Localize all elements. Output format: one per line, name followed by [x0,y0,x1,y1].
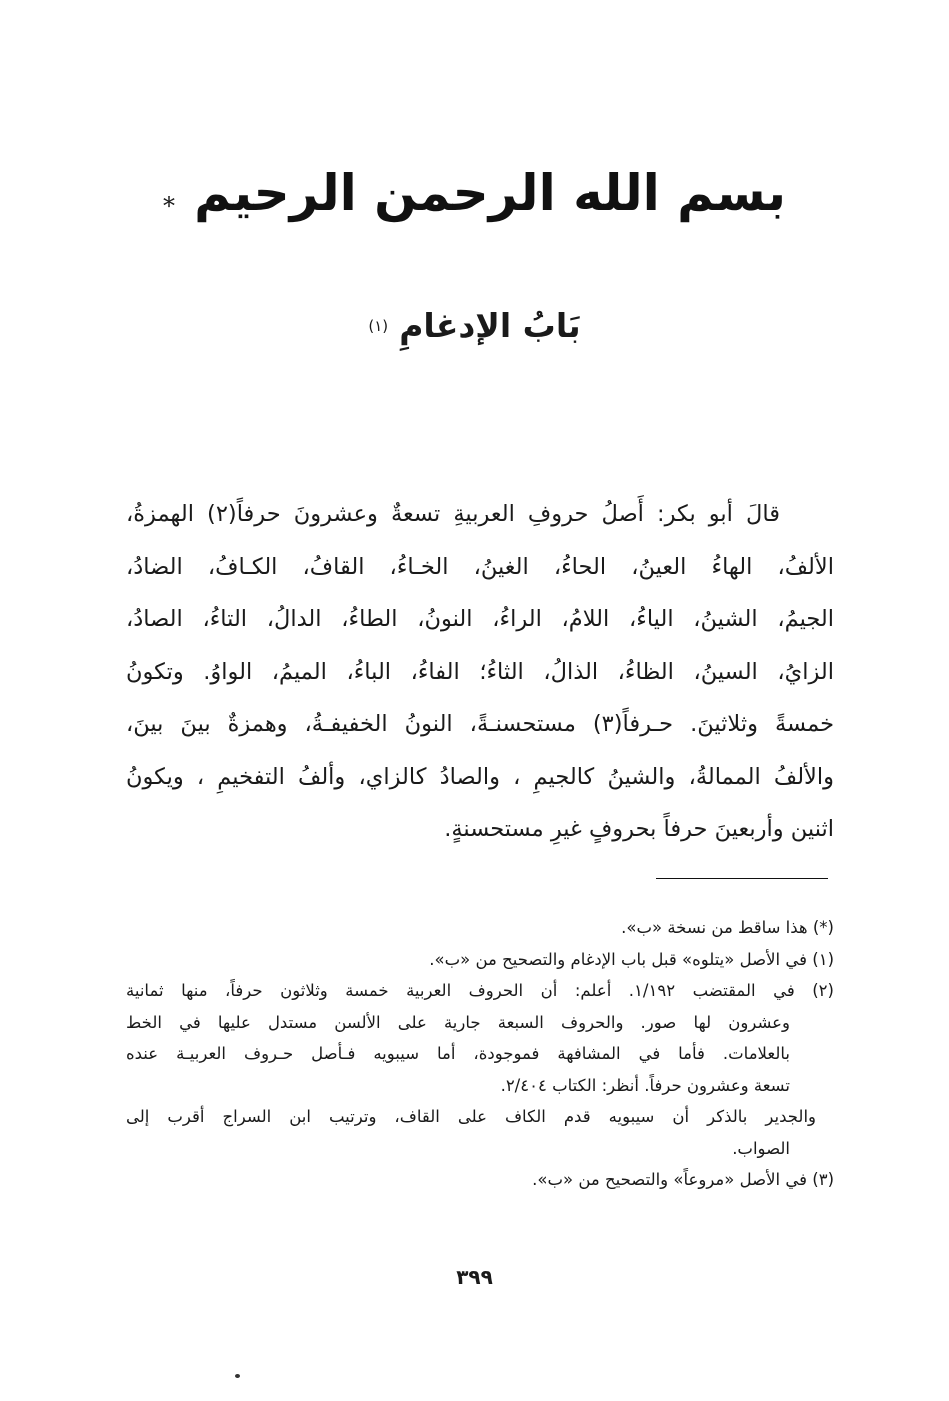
footnote-3: (٣) في الأصل «مروعاً» والتصحيح من «ب». [532,1170,834,1189]
basmala-heading [0,138,949,248]
body-line: اثنين وأربعينَ حرفاً بحروفٍ غيرِ مستحسنةٍ. [444,816,834,842]
footnote-2-line: وعشرون لها صور. والحروف السبعة جارية على الألسن مستدل عليها في الخط [126,1012,790,1032]
body-line: قالَ أبو بكر: أَصلُ حروفِ العربيةِ تسعةٌ وعشرونَ حرفاً(٢) الهمزةُ، [126,501,780,527]
footnote-2-line: تسعة وعشرون حرفاً. أنظر: الكتاب ٢/٤٠٤. [500,1075,790,1095]
body-line: خمسةً وثلاثينَ. حـرفاً(٣) مستحسنـةً، النونُ الخفيفـةُ، وهمزةٌ بينَ بينَ، [126,711,834,737]
footnote-2-note-line: والجدير بالذكر أن سيبويه قدم الكاف على القاف، وترتيب ابن السراج أقرب إلى [126,1107,816,1126]
body-line: والألفُ الممالةُ، والشينُ كالجيمِ ، والصادُ كالزاي، وألفُ التفخيمِ ، ويكونُ [126,763,834,790]
body-line: الألفُ، الهاءُ العينُ، الحاءُ، الغينُ، الخـاءُ، القافُ، الكـافُ، الضادُ، [126,553,834,580]
scan-speck [235,1374,240,1378]
body-line: الجيمُ، الشينُ، الياءُ، اللامُ، الراءُ، النونُ، الطاءُ، الدالُ، التاءُ، الصادُ، [126,606,834,632]
chapter-title: بَابُ الإدغامِ [399,306,581,345]
basmala-calligraphy: بسم الله الرحمن الرحيم [194,164,787,222]
footnotes [126,912,834,1196]
footnote-2-line: بالعلامات. فأما في المشافهة فموجودة، أما سيبويه فـأصل حـروف العربيـة عنده [126,1044,790,1063]
footnote-2-line: (٢) في المقتضب ١/١٩٢. أعلم: أن الحروف العربية خمسة وثلاثون حرفاً، منها ثمانية [126,981,834,1000]
page-number: ٣٩٩ [456,1265,493,1289]
chapter-heading [0,296,949,356]
footnote-1: (١) في الأصل «يتلوه» قبل باب الإدغام والتصحيح من «ب». [429,949,834,969]
body-paragraph [126,488,834,856]
footnote-star: (*) هذا ساقط من نسخة «ب». [621,918,834,937]
chapter-footnote-ref: (١) [368,316,389,335]
body-line: الزايُ، السينُ، الظاءُ، الذالُ، الثاءُ؛ الفاءُ، الباءُ، الميمُ، الواوُ. وتكونُ [126,658,834,685]
basmala-footnote-marker: * [162,191,175,220]
footnote-divider [656,878,828,879]
footnote-2-note-line: الصواب. [732,1138,790,1158]
